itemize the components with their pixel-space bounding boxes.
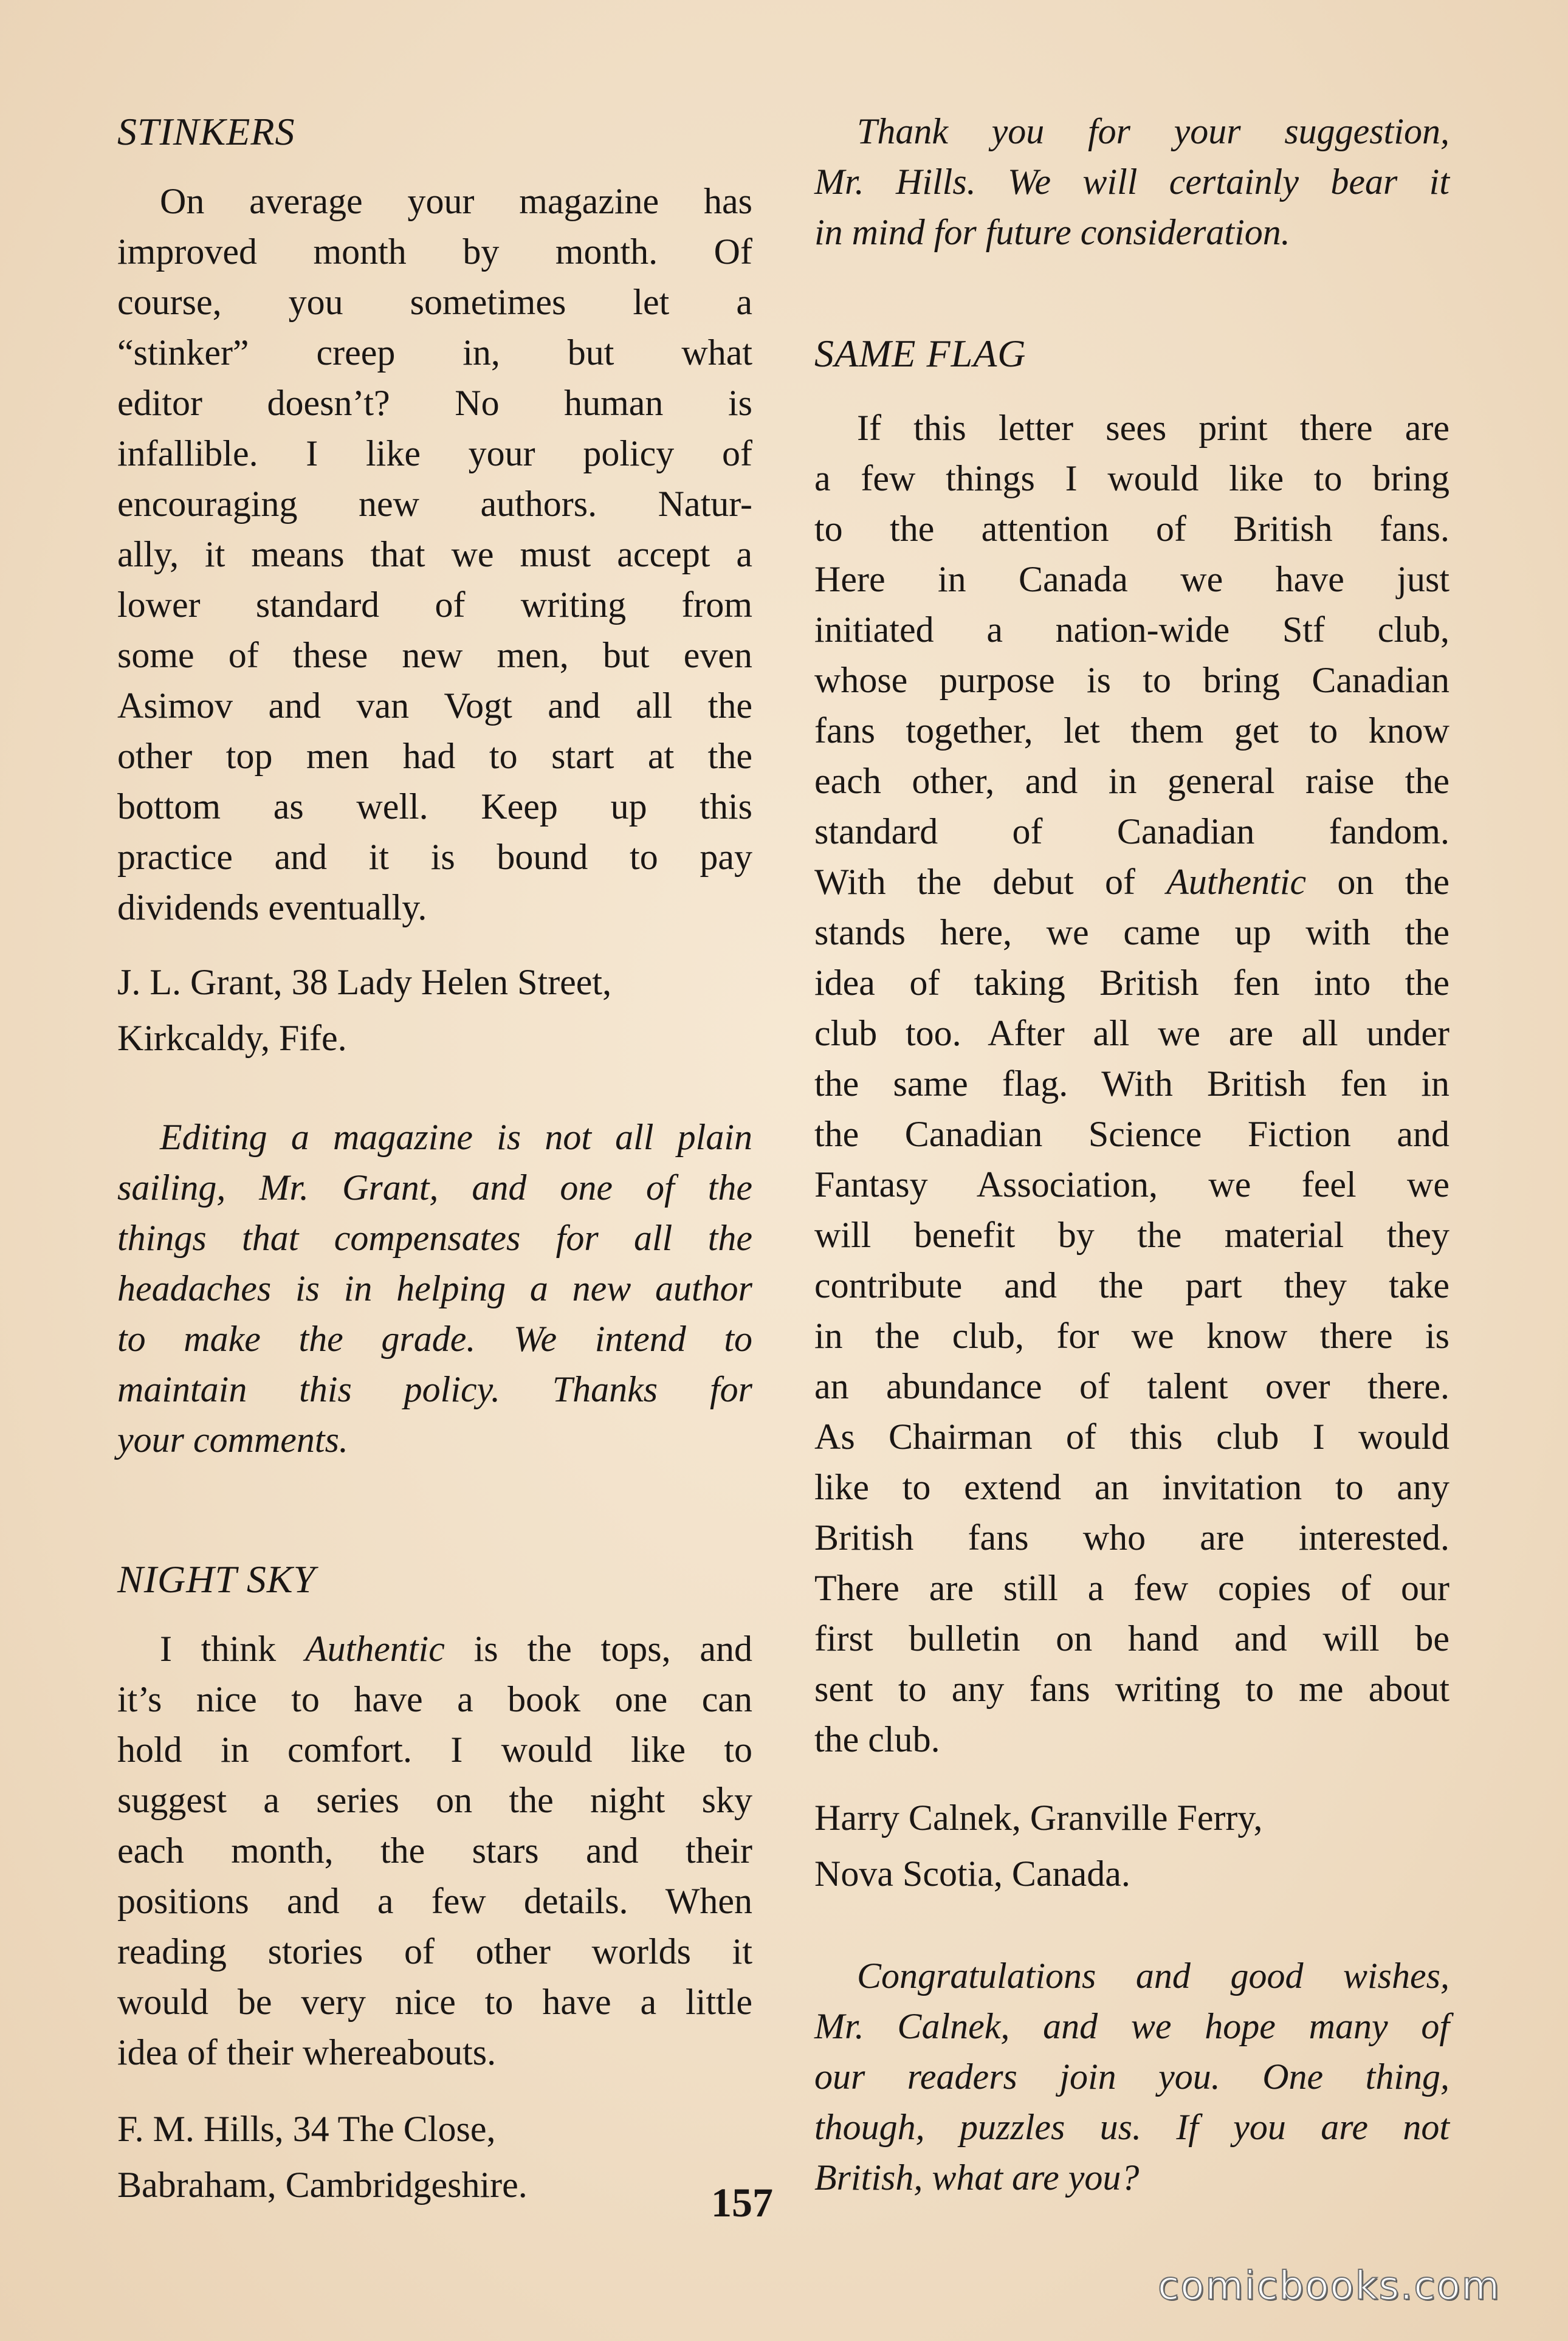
signature-line: J. L. Grant, 38 Lady Helen Street, [117,962,612,1002]
text-line: a few things I would like to bring [814,458,1449,498]
text-line: positions and a few details. When [117,1881,752,1921]
text-line: idea of their whereabouts. [117,2032,497,2072]
text-line: There are still a few copies of our [814,1568,1449,1608]
text-line: lower standard of writing from [117,585,752,625]
same-flag-letter [814,403,1449,1765]
text-line: in mind for future consideration. [814,212,1290,252]
letter-line: With the debut of Authentic on the [814,862,1449,902]
text-line: suggest a series on the night sky [117,1780,752,1820]
text-line: our readers join you. One thing, [814,2057,1449,2097]
same-flag-heading: SAME FLAG [814,332,1026,375]
text-line: Thank you for your suggestion, [857,111,1449,151]
text-line: whose purpose is to bring Canadian [814,660,1449,700]
text-line: sent to any fans writing to me about [814,1669,1449,1709]
text-line: though, puzzles us. If you are not [814,2107,1449,2147]
text-line: first bulletin on hand and will be [814,1618,1449,1659]
text-line: fans together, let them get to know [814,710,1449,751]
same-flag-signature [814,1790,1263,1902]
text-line: maintain this policy. Thanks for [117,1369,752,1409]
text-line: On average your magazine has [160,181,752,221]
stinkers-signature [117,954,611,1066]
text-line: some of these new men, but even [117,635,752,675]
text-line: editor doesn’t? No human is [117,383,752,423]
stinkers-heading: STINKERS [117,110,295,153]
signature-line: Harry Calnek, Granville Ferry, [814,1798,1263,1838]
text-line: things that compensates for all the [117,1218,752,1258]
text-line: to make the grade. We intend to [117,1319,752,1359]
text-line: bottom as well. Keep up this [117,786,752,827]
text-line: reading stories of other worlds it [117,1931,752,1971]
text-line: each month, the stars and their [117,1831,752,1871]
text-line: an abundance of talent over there. [814,1366,1449,1406]
text-line: the same flag. With British fen in [814,1064,1449,1104]
text-line: Asimov and van Vogt and all the [117,686,752,726]
text-line: idea of taking British fen into the [814,963,1449,1003]
text-line: Mr. Calnek, and we hope many of [814,2006,1449,2046]
text-line: dividends eventually. [117,887,427,927]
text-line: club too. After all we are all under [814,1013,1449,1053]
text-line: Fantasy Association, we feel we [814,1164,1449,1205]
stinkers-editor-reply [117,1112,752,1465]
text-line: like to extend an invitation to any [814,1467,1449,1507]
text-line: the Canadian Science Fiction and [814,1114,1449,1154]
text-line: stands here, we came up with the [814,912,1449,952]
text-line: would be very nice to have a little [117,1982,752,2022]
text-line: contribute and the part they take [814,1265,1449,1305]
text-line: practice and it is bound to pay [117,837,752,877]
text-line: initiated a nation-wide Stf club, [814,610,1449,650]
text-line: infallible. I like your policy of [117,433,752,473]
text-line: ally, it means that we must accept a [117,534,752,574]
stinkers-letter [117,176,752,933]
text-line: will benefit by the material they [814,1215,1449,1255]
page-number: 157 [711,2179,773,2226]
text-line: your comments. [117,1420,348,1460]
signature-line: F. M. Hills, 34 The Close, [117,2109,496,2149]
text-line: the club. [814,1719,940,1759]
text-line: “stinker” creep in, but what [117,332,752,373]
signature-line: Babraham, Cambridgeshire. [117,2165,528,2205]
text-line: headaches is in helping a new author [117,1268,752,1308]
text-line: British, what are you? [814,2157,1140,2198]
hills-editor-reply [814,106,1449,258]
text-line: As Chairman of this club I would [814,1417,1449,1457]
text-line: in the club, for we know there is [814,1316,1449,1356]
night-sky-signature [117,2101,528,2213]
text-line: Editing a magazine is not all plain [160,1117,752,1157]
text-line: Here in Canada we have just [814,559,1449,599]
magazine-title: Authentic [304,1629,445,1669]
night-sky-heading: NIGHT SKY [117,1558,316,1601]
signature-line: Nova Scotia, Canada. [814,1854,1130,1894]
text-line: encouraging new authors. Natur- [117,484,752,524]
calnek-editor-reply [814,1951,1449,2203]
text-line: sailing, Mr. Grant, and one of the [117,1167,752,1208]
text-line: improved month by month. Of [117,232,752,272]
text-line: other top men had to start at the [117,736,752,776]
magazine-title: Authentic [1166,862,1307,902]
text-line: each other, and in general raise the [814,761,1449,801]
letter-line: I think Authentic is the tops, and [160,1629,752,1669]
signature-line: Kirkcaldy, Fife. [117,1018,347,1058]
text-line: it’s nice to have a book one can [117,1679,752,1719]
text-line: course, you sometimes let a [117,282,752,322]
text-line: to the attention of British fans. [814,509,1449,549]
text-line: Mr. Hills. We will certainly bear it [814,162,1449,202]
watermark-logo: comicbooks.com [1158,2264,1501,2309]
text-line: Congratulations and good wishes, [857,1956,1449,1996]
night-sky-letter [117,1624,752,2078]
text-line: standard of Canadian fandom. [814,811,1449,851]
text-line: If this letter sees print there are [857,408,1449,448]
text-line: British fans who are interested. [814,1518,1449,1558]
text-line: hold in comfort. I would like to [117,1730,752,1770]
